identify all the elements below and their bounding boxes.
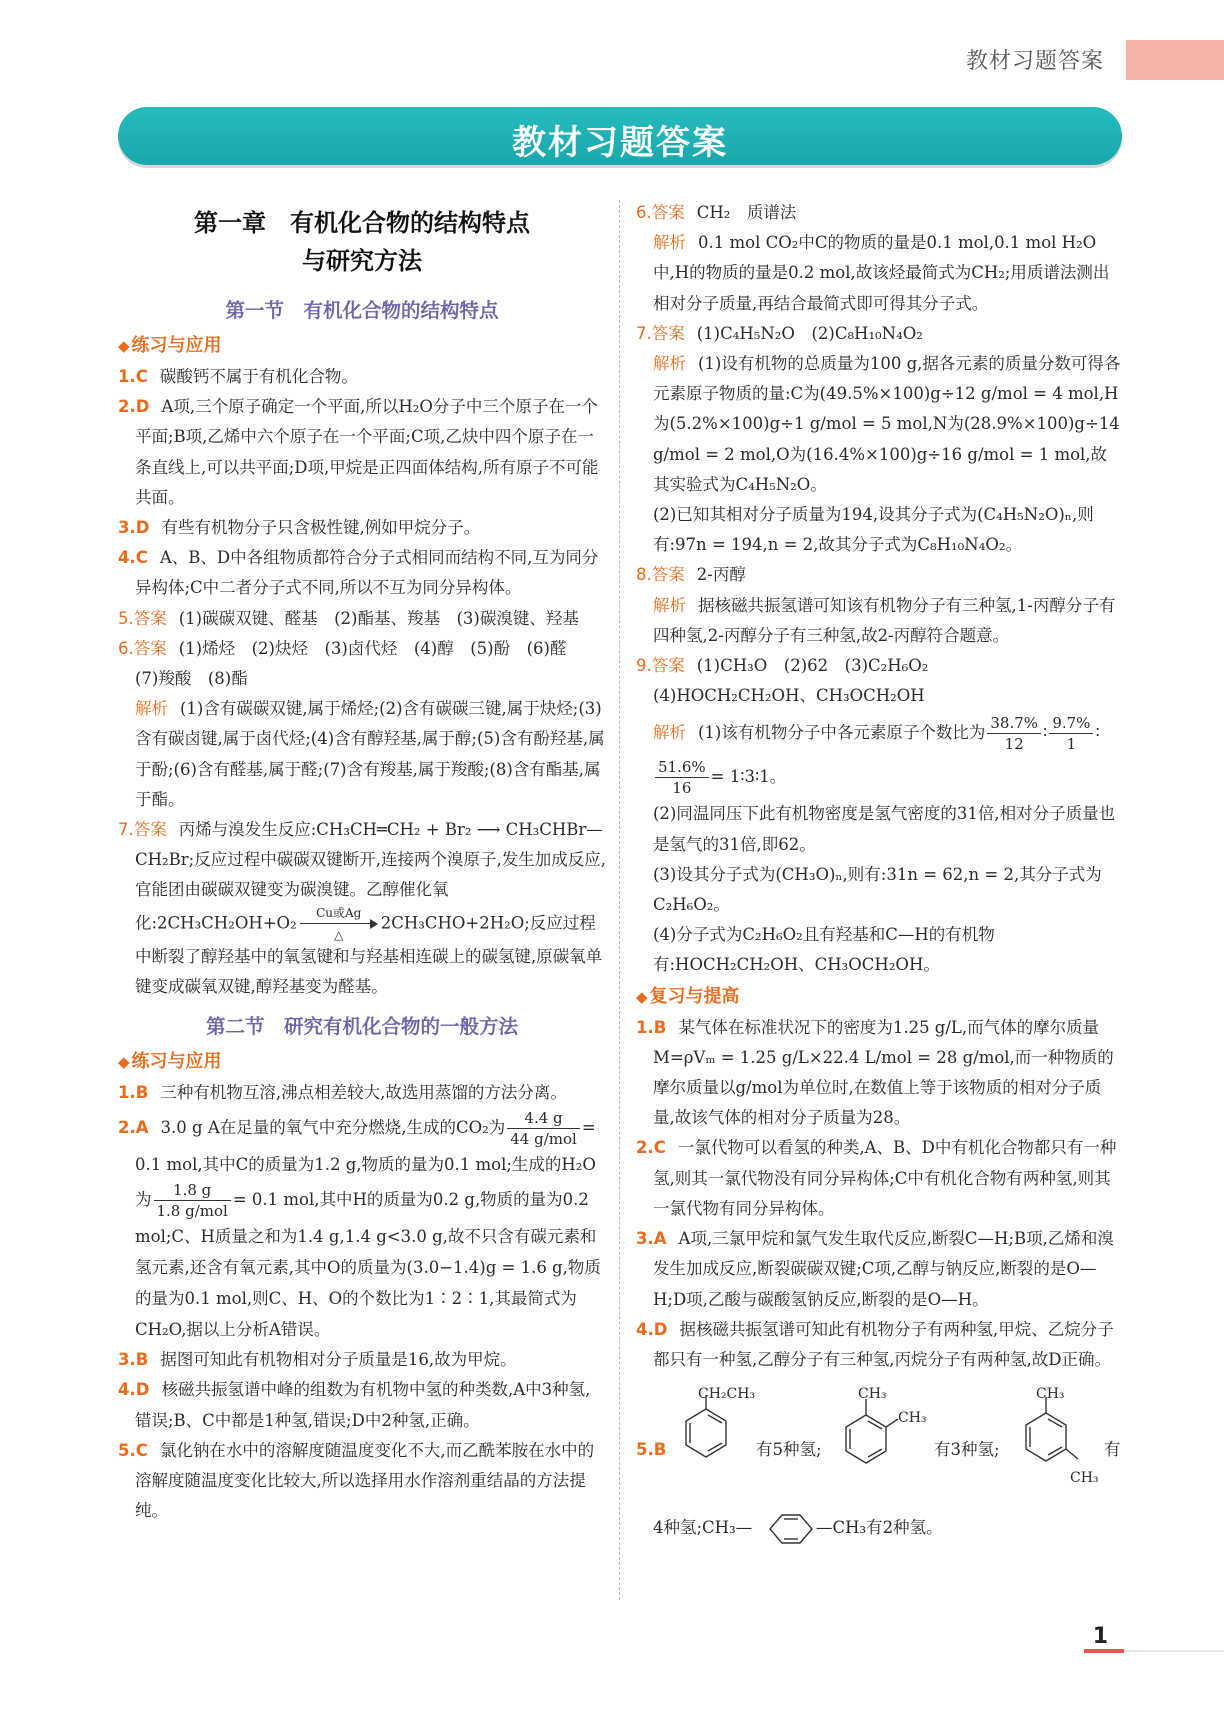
analysis-text <box>135 694 606 815</box>
denominator: 44 g/mol <box>510 1130 577 1149</box>
answer-item <box>636 1013 1122 1134</box>
item-text: 有 <box>1104 1440 1121 1460</box>
analysis-text <box>653 228 1122 319</box>
item-number: 2.C <box>636 1138 666 1158</box>
item-number: 7.答案 <box>636 323 685 343</box>
answer-text: (1)C₄H₅N₂O (2)C₈H₁₀N₄O₂ <box>696 323 923 343</box>
answer-item <box>118 1436 606 1527</box>
item-text: = 0.1 mol,其中C的质量为1.2 g,物质的量为0.1 mol;生成的H₂O为 <box>135 1118 596 1210</box>
column-divider <box>619 200 620 1600</box>
answer-item <box>636 1133 1122 1224</box>
sub-label: 练习与应用 <box>131 1051 222 1073</box>
ratio-sep: ∶ <box>1095 723 1100 743</box>
item-number: 3.D <box>118 518 150 538</box>
review-sub <box>636 981 1122 1013</box>
analysis-label: 解析 <box>653 595 686 615</box>
answer-item <box>118 1108 606 1345</box>
item-text: 核磁共振氢谱中峰的组数为有机物中氢的种类数,A中3种氢,错误;B、C中都是1种氢,错误;D中2种氢,正确。 <box>135 1380 591 1430</box>
item-text: (1)烯烃 (2)炔烃 (3)卤代烃 (4)醇 (5)酚 (6)醛 (7)羧酸 (8)酯 <box>135 638 583 689</box>
analysis-body: = 1∶3∶1。 <box>710 767 787 787</box>
analysis-text: (2)已知其相对分子质量为194,设其分子式为(C₄H₅N₂O)ₙ,则有:97n = 194,n = 2,故其分子式为C₈H₁₀N₄O₂。 <box>653 505 1094 555</box>
fraction <box>1049 713 1093 754</box>
left-column <box>118 198 606 1526</box>
numerator: 9.7% <box>1049 713 1093 734</box>
structures-row <box>636 1379 1122 1509</box>
section2-title: 第二节 研究有机化合物的一般方法 <box>205 1015 518 1039</box>
sub-label: 复习与提高 <box>649 985 740 1007</box>
numerator: 1.8 g <box>154 1180 231 1201</box>
denominator: 1.8 g/mol <box>156 1202 228 1221</box>
answer-item <box>636 560 1122 590</box>
denominator: 16 <box>672 779 692 798</box>
item-text: 某气体在标准状况下的密度为1.25 g/L,而气体的摩尔质量M=ρVₘ = 1.25 g/L×22.4 L/mol = 28 g/mol,而一种物质的摩尔质量以g/mol为单位时,在数值上等于该物质的相对分子质量,故该气体的相对分子质量为28。 <box>653 1017 1114 1128</box>
answer-item <box>636 651 1122 681</box>
item-number: 9.答案 <box>636 656 685 676</box>
answer-item <box>636 198 1122 228</box>
item-number: 2.D <box>118 397 150 417</box>
arrow-condition: Cu或Ag <box>316 905 362 920</box>
numerator: 51.6% <box>655 757 709 778</box>
answer-text: 2-丙醇 <box>696 565 746 585</box>
diamond-icon: ◆ <box>118 1053 130 1072</box>
answer-item <box>118 604 606 634</box>
page-number: 1 <box>1092 1624 1108 1649</box>
answer-item <box>118 815 606 1002</box>
diamond-icon: ◆ <box>636 987 648 1006</box>
item-number: 4.D <box>118 1380 150 1400</box>
item-number: 6.答案 <box>636 203 685 222</box>
section2-sub <box>118 1046 606 1078</box>
answer-item <box>118 1078 606 1108</box>
diamond-icon: ◆ <box>118 337 130 355</box>
item-number: 4.C <box>118 548 148 568</box>
sub-label: 练习与应用 <box>131 335 222 356</box>
item-text: 2CH₃CHO+2H₂O;反应过程中断裂了醇羟基中的氧氢键和与羟基相连碳上的碳氢键,原碳氧单键变成碳氧双键,醇羟基变为醛基。 <box>135 913 603 996</box>
section1-sub <box>118 330 606 362</box>
analysis-label: 解析 <box>653 723 686 743</box>
fraction <box>987 713 1041 754</box>
item-text: 据图可知此有机物相对分子质量是16,故为甲烷。 <box>160 1350 517 1370</box>
chapter-line2: 与研究方法 <box>302 247 422 275</box>
section1-title: 第一节 有机化合物的结构特点 <box>225 299 499 322</box>
title-banner <box>118 107 1122 165</box>
denominator: 12 <box>1004 735 1024 754</box>
item-number: 8.答案 <box>636 565 685 585</box>
analysis-label: 解析 <box>653 354 686 374</box>
analysis-label: 解析 <box>135 699 168 719</box>
banner-title: 教材习题答案 <box>512 123 728 163</box>
substituent-label: CH₂CH₃ <box>698 1386 756 1403</box>
answer-item <box>118 513 606 543</box>
item-number: 3.B <box>118 1350 149 1370</box>
item-text: 4种氢;CH₃— <box>653 1518 753 1538</box>
analysis-body: (1)设有机物的总质量为100 g,据各元素的质量分数可得各元素原子物质的量:C为(49.5%×100)g÷12 g/mol = 4 mol,H为(5.2%×100)g÷1 g/mol = 5 mol,N为(28.9%×100)g÷14 g/mol = 2 mol,O为(16.4%×100)g÷16 g/mol = 1 mol,故其实验式为C₄H₅N₂O。 <box>653 354 1121 494</box>
right-column <box>636 198 1122 1549</box>
analysis-text: (4)分子式为C₂H₆O₂且有羟基和C—H的有机物有:HOCH₂CH₂OH、CH₃OCH₂OH。 <box>653 925 995 975</box>
analysis-text: (3)设其分子式为(CH₃O)ₙ,则有:31n = 62,n = 2,其分子式为C₂H₆O₂。 <box>653 864 1102 915</box>
item-text: 有5种氢; <box>756 1440 822 1460</box>
item-number: 1.C <box>118 367 148 386</box>
analysis-body: (1)该有机物分子中各元素原子个数比为 <box>698 723 986 743</box>
item-text: (1)碳碳双键、醛基 (2)酯基、羧基 (3)碳溴键、羟基 <box>178 608 579 628</box>
answer-item <box>636 319 1122 349</box>
item-text: A、B、D中各组物质都符合分子式相同而结构不同,互为同分异构体;C中二者分子式不同,所以不互为同分异构体。 <box>135 548 599 598</box>
item-number: 5.答案 <box>118 608 167 628</box>
ratio-sep: ∶ <box>1043 723 1048 743</box>
arrow-heat: △ <box>334 927 344 942</box>
item-number: 2.A <box>118 1118 149 1138</box>
header-title: 教材习题答案 <box>965 49 1104 74</box>
chapter-line1: 第一章 有机化合物的结构特点 <box>194 209 530 237</box>
para-xylene-line <box>636 1509 1122 1549</box>
item-text: 一氯代物可以看氢的种类,A、B、D中有机化合物都只有一种氢,则其一氯代物没有同分异构体;C中有机化合物有两种氢,则其一氯代物有同分异构体。 <box>653 1138 1117 1218</box>
analysis-body: 0.1 mol CO₂中C的物质的量是0.1 mol,0.1 mol H₂O中,H的物质的量是0.2 mol,故该烃最简式为CH₂;用质谱法测出相对分子质量,再结合最简式即可得其分子式。 <box>653 233 1110 313</box>
item-number: 3.A <box>636 1229 667 1249</box>
item-text: 碳酸钙不属于有机化合物。 <box>159 367 358 386</box>
item-text: 氯化钠在水中的溶解度随温度变化不大,而乙酰苯胺在水中的溶解度随温度变化比较大,所以选择用水作溶剂重结晶的方法提纯。 <box>135 1440 595 1521</box>
substituent-label: CH₃ <box>1070 1470 1099 1487</box>
analysis-body: (1)含有碳碳双键,属于烯烃;(2)含有碳碳三键,属于炔烃;(3)含有碳卤键,属于卤代烃;(4)含有醇羟基,属于醇;(5)含有酚羟基,属于酚;(6)含有醛基,属于醛;(7)含有羧基,属于羧酸;(8)含有酯基,属于酯。 <box>135 699 605 809</box>
item-text: —CH₃有2种氢。 <box>816 1518 943 1538</box>
item-text: = 0.1 mol,其中H的质量为0.2 g,物质的量为0.2 mol;C、H质量之和为1.4 g,1.4 g<3.0 g,故不只含有碳元素和氢元素,还含有氧元素,其中O的质量为(3.0−1.4)g = 1.6 g,物质的量为0.1 mol,则C、H、O的个数比为1∶2∶1,其最简式为CH₂O,据以上分析A错误。 <box>135 1190 601 1340</box>
header-accent-bar <box>1126 40 1224 80</box>
answer-item <box>118 634 606 694</box>
analysis-text <box>653 711 1122 799</box>
numerator: 4.4 g <box>507 1108 580 1129</box>
item-number: 5.C <box>118 1440 148 1460</box>
item-text: 有些有机物分子只含极性键,例如甲烷分子。 <box>161 518 481 538</box>
fraction <box>154 1180 231 1221</box>
analysis-label: 解析 <box>653 233 686 253</box>
answer-item <box>118 1345 606 1375</box>
answer-item <box>636 1315 1122 1375</box>
substituent-label: CH₃ <box>1036 1386 1065 1403</box>
item-text: A项,三氯甲烷和氯气发生取代反应,断裂C—H;B项,乙烯和溴发生加成反应,断裂碳碳双键;C项,乙醇与钠反应,断裂的是O—H;D项,乙酸与碳酸氢钠反应,断裂的是O—H。 <box>653 1229 1114 1309</box>
analysis-text: (2)同温同压下此有机物密度是氢气密度的31倍,相对分子质量也是氢气的31倍,即62。 <box>653 804 1116 854</box>
answer-text-2: (4)HOCH₂CH₂OH、CH₃OCH₂OH <box>653 686 925 706</box>
item-text: 三种有机物互溶,沸点相差较大,故选用蒸馏的方法分离。 <box>160 1083 567 1103</box>
analysis-text <box>653 591 1122 651</box>
item-number: 5.B <box>636 1440 667 1460</box>
item-text: A项,三个原子确定一个平面,所以H₂O分子中三个原子在一个平面;B项,乙烯中六个原子在一个平面;C项,乙炔中四个原子在一条直线上,可以共平面;D项,甲烷是正四面体结构,所有原子不可能共面。 <box>135 397 599 507</box>
analysis-body: 据核磁共振氢谱可知该有机物分子有三种氢,1-丙醇分子有四种氢,2-丙醇分子有三种氢,故2-丙醇符合题意。 <box>653 595 1116 645</box>
answer-item <box>118 543 606 603</box>
footer-accent <box>1084 1649 1124 1653</box>
item-number: 1.B <box>636 1017 667 1037</box>
fraction <box>507 1108 580 1149</box>
denominator: 1 <box>1066 735 1077 754</box>
item-number: 1.B <box>118 1083 149 1103</box>
analysis-text <box>653 349 1122 500</box>
substituent-label: CH₃ <box>898 1410 927 1427</box>
item-text: 据核磁共振氢谱可知此有机物分子有两种氢,甲烷、乙烷分子都只有一种氢,乙醇分子有三种氢,丙烷分子有两种氢,故D正确。 <box>653 1319 1114 1369</box>
item-text: 丙烯与溴发生反应:CH₃CH═CH₂ + Br₂ ⟶ CH₃CHBr—CH₂Br;反应过程中碳碳双键断开,连接两个溴原子,发生加成反应,官能团由碳碳双键变为碳溴键。乙醇催化氧化:2CH₃CH₂OH+O₂ <box>135 820 606 933</box>
chapter-title <box>118 204 606 280</box>
substituent-label: CH₃ <box>858 1386 887 1403</box>
answer-item <box>118 362 606 392</box>
answer-text: CH₂ 质谱法 <box>696 203 797 222</box>
answer-item <box>118 1375 606 1435</box>
fraction <box>655 757 709 798</box>
item-text: 3.0 g A在足量的氧气中充分燃烧,生成的CO₂为 <box>160 1118 506 1138</box>
item-number: 4.D <box>636 1319 668 1339</box>
numerator: 38.7% <box>987 713 1041 734</box>
answer-text: (1)CH₃O (2)62 (3)C₂H₆O₂ <box>696 656 929 676</box>
answer-item <box>118 392 606 513</box>
item-number: 7.答案 <box>118 820 167 840</box>
item-number: 6.答案 <box>118 638 167 658</box>
item-text: 有3种氢; <box>934 1440 1000 1460</box>
reaction-arrow <box>300 906 378 942</box>
answer-item <box>636 1224 1122 1315</box>
